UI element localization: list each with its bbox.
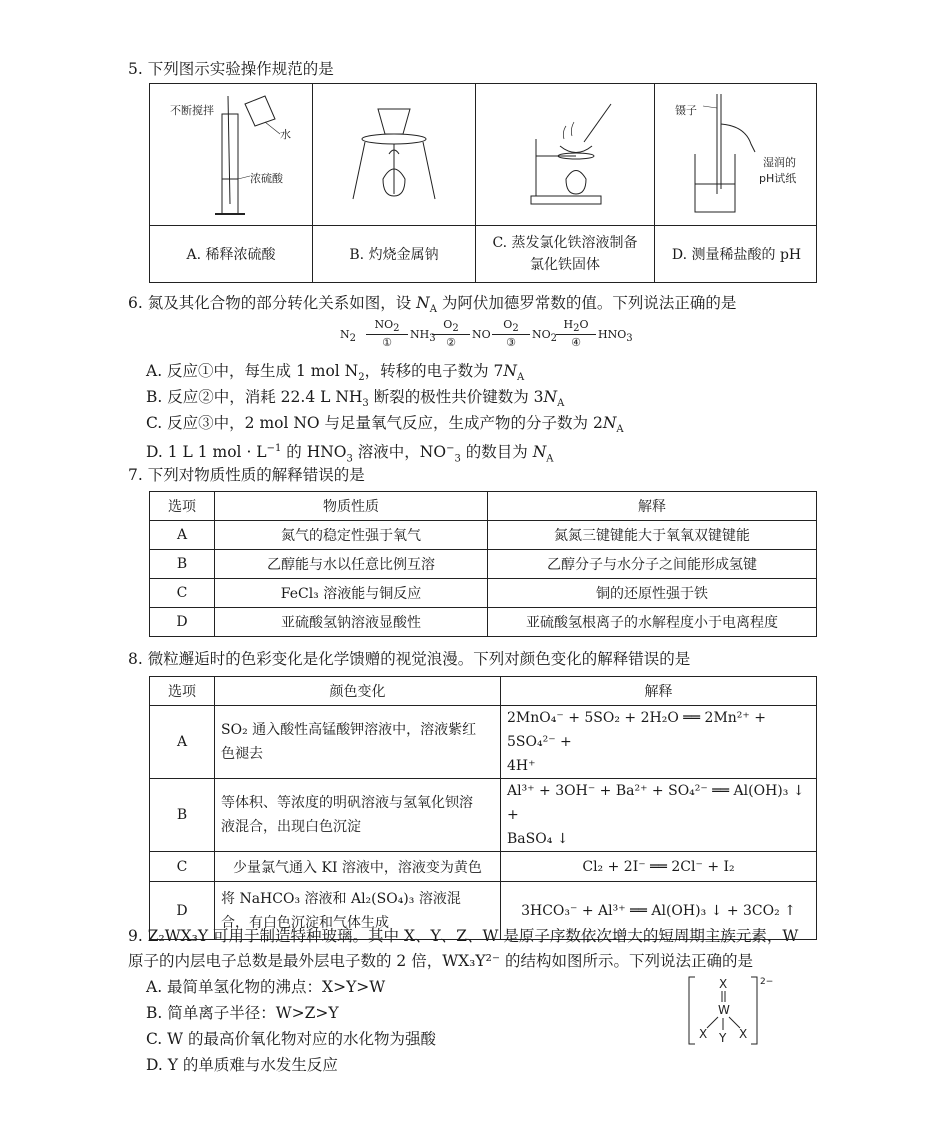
reagent-4: $H_2O$ [563, 318, 589, 335]
arrow-1 [366, 334, 408, 335]
option-d-caption: D. 测量稀盐酸的 pH [671, 247, 802, 263]
atom-right: X [739, 1027, 748, 1041]
table-row: B 等体积、等浓度的明矾溶液与氢氧化钡溶 液混合，出现白色沉淀 Al³⁺ + 3OH⁻ + Ba²⁺ + SO₄²⁻ ══ Al(OH)₃ ↓ + BaSO₄ ↓ [150, 779, 817, 852]
atom-bottom: Y [719, 1031, 727, 1045]
reagent-2: $O_2$ [443, 318, 459, 335]
fig-d-label-tweezers: 镊子 [675, 104, 697, 117]
fig-a-label-water: 水 [280, 128, 291, 141]
fig-a-label-stir: 不断搅拌 [170, 104, 214, 117]
option-c-caption-l2: 氯化铁固体 [530, 257, 600, 273]
fig-d-label-wet: 湿润的 [763, 156, 796, 169]
option-b-caption: B. 灼烧金属钠 [349, 247, 439, 263]
q9-option-a: A. 最简单氢化物的沸点：X>Y>W [146, 978, 386, 996]
table-row: D 亚硫酸氢钠溶液显酸性 亚硫酸氢根离子的水解程度小于电离程度 [150, 608, 817, 637]
q6-option-d: D. 1 L 1 mol · $L^{-1}$ 的 $HNO_3$ 溶液中，$NO^-_3$ 的数目为 $N_A$ [146, 443, 554, 465]
q6-option-c: C. 反应③中，2 mol NO 与足量氧气反应，生成产物的分子数为 $2N_A$ [146, 414, 624, 436]
q9-option-b: B. 简单离子半径：W>Z>Y [146, 1004, 339, 1022]
arrow-3 [492, 334, 530, 335]
table-row: C FeCl₃ 溶液能与铜反应 铜的还原性强于铁 [150, 579, 817, 608]
table-row: B 乙醇能与水以任意比例互溶 乙醇分子与水分子之间能形成氢键 [150, 550, 817, 579]
evaporate-fecl3-figure [476, 84, 654, 224]
q8-table [149, 676, 817, 940]
q6-option-b: B. 反应②中，消耗 22.4 L $NH_3$ 断裂的极性共价键数为 $3N_A$ [146, 388, 565, 410]
species-n2: $N_2$ [340, 328, 356, 345]
table-header-row [150, 492, 817, 521]
q6-stem: 6. 氮及其化合物的部分转化关系如图，设 $N_A$ 为阿伏加德罗常数的值。下列说法正确的是 [128, 294, 737, 316]
arrow-4 [556, 334, 596, 335]
table-row: A 氮气的稳定性强于氧气 氮氮三键键能大于氧氧双键键能 [150, 521, 817, 550]
q7-stem: 7. 下列对物质性质的解释错误的是 [128, 466, 365, 484]
q9-stem-line2: 原子的内层电子总数是最外层电子数的 2 倍，WX₃Y²⁻ 的结构如图所示。下列说法正确的是 [128, 952, 753, 970]
q5-stem: 5. 下列图示实验操作规范的是 [128, 60, 334, 78]
q5-table [149, 83, 817, 283]
col-header: 选项 [150, 492, 215, 521]
option-a-caption: A. 稀释浓硫酸 [186, 247, 276, 263]
option-c-caption-l1: C. 蒸发氯化铁溶液制备 [492, 235, 638, 251]
table-row: D 将 NaHCO₃ 溶液和 Al₂(SO₄)₃ 溶液混 合，有白色沉淀和气体生成 3HCO₃⁻ + Al³⁺ ══ Al(OH)₃ ↓ + 3CO₂ ↑ [150, 882, 817, 940]
step-3: ③ [506, 336, 516, 349]
atom-left: X [699, 1027, 708, 1041]
q8-stem: 8. 微粒邂逅时的色彩变化是化学馈赠的视觉浪漫。下列对颜色变化的解释错误的是 [128, 650, 691, 668]
reagent-3: $O_2$ [503, 318, 519, 335]
step-1: ① [382, 336, 392, 349]
step-2: ② [446, 336, 456, 349]
col-header: 解释 [488, 492, 817, 521]
ion-charge: 2− [760, 977, 774, 987]
col-header: 物质性质 [215, 492, 488, 521]
dilute-sulfuric-acid-figure [150, 84, 312, 224]
table-row: C 少量氯气通入 KI 溶液中，溶液变为黄色 Cl₂ + 2I⁻ ══ 2Cl⁻ + I₂ [150, 852, 817, 882]
step-4: ④ [571, 336, 581, 349]
table-header-row: 选项 颜色变化 解释 [150, 677, 817, 706]
measure-ph-figure [655, 84, 818, 224]
species-no: NO [472, 328, 491, 341]
q6-option-a: A. 反应①中，每生成 1 mol $N_2$，转移的电子数为 $7N_A$ [146, 362, 525, 384]
q6-reaction-scheme [340, 318, 640, 352]
fig-a-label-acid: 浓硫酸 [250, 172, 283, 185]
table-row: A SO₂ 通入酸性高锰酸钾溶液中，溶液紫红 色褪去 2MnO₄⁻ + 5SO₂ + 2H₂O ══ 2Mn²⁺ + 5SO₄²⁻ + 4H⁺ [150, 706, 817, 779]
atom-center: W [718, 1003, 730, 1017]
q9-option-c: C. W 的最高价氧化物对应的水化物为强酸 [146, 1030, 437, 1048]
arrow-2 [432, 334, 470, 335]
species-nh3: $NH_3$ [410, 328, 436, 345]
wx3y-structure-diagram [685, 972, 775, 1052]
q9-option-d: D. Y 的单质难与水发生反应 [146, 1056, 338, 1074]
reagent-1: $NO_2$ [374, 318, 400, 335]
atom-top: X [719, 977, 728, 991]
fig-d-label-paper: pH试纸 [759, 172, 797, 185]
q9-stem-line1: 9. Z₂WX₃Y 可用于制造特种玻璃。其中 X、Y、Z、W 是原子序数依次增大的短周期主族元素，W [128, 927, 799, 945]
burn-sodium-figure [313, 84, 475, 224]
species-hno3: $HNO_3$ [598, 328, 633, 345]
q7-table [149, 491, 817, 637]
species-no2: $NO_2$ [532, 328, 558, 345]
